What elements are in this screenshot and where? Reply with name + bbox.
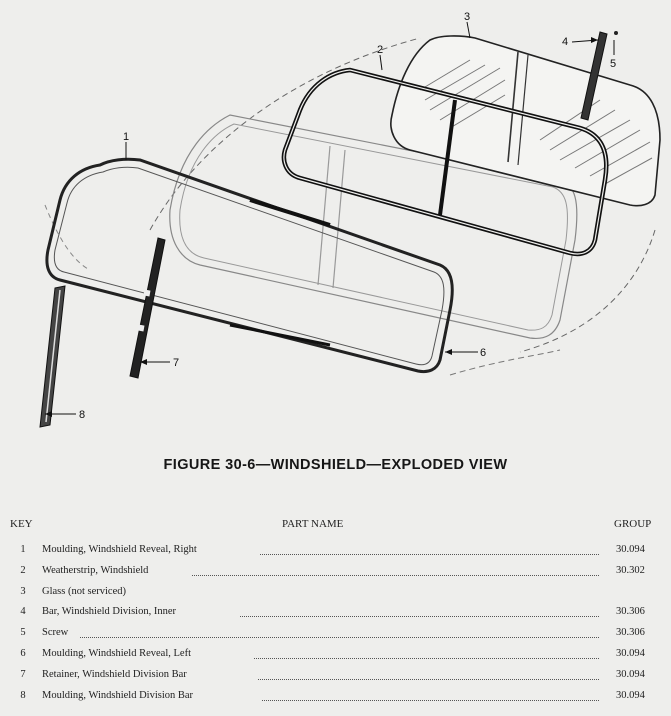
table-row — [0, 690, 671, 706]
row-key: 3 — [20, 586, 26, 597]
dot-leader — [192, 575, 599, 576]
dot-leader — [80, 637, 599, 638]
table-row — [0, 544, 671, 560]
dot-leader — [260, 554, 599, 555]
row-part-name: Moulding, Windshield Reveal, Right — [42, 544, 197, 555]
dot-leader — [262, 700, 599, 701]
dot-leader — [258, 679, 599, 680]
header-key: KEY — [10, 518, 33, 530]
row-key: 6 — [20, 648, 26, 659]
screw — [614, 31, 618, 35]
row-key: 4 — [20, 606, 26, 617]
table-row — [0, 627, 671, 643]
dot-leader — [240, 616, 599, 617]
row-key: 2 — [20, 565, 26, 576]
row-part-name: Retainer, Windshield Division Bar — [42, 669, 187, 680]
row-key: 8 — [20, 690, 26, 701]
callout-8: 8 — [79, 409, 86, 421]
table-row — [0, 586, 671, 602]
callout-3: 3 — [464, 11, 471, 23]
reveal-moulding — [47, 159, 452, 371]
row-part-name: Moulding, Windshield Reveal, Left — [42, 648, 191, 659]
body-outline-right — [520, 230, 655, 352]
row-group: 30.094 — [616, 544, 645, 555]
callout-1: 1 — [123, 131, 130, 143]
callout-4: 4 — [562, 36, 569, 48]
row-key: 1 — [20, 544, 26, 555]
callout-7: 7 — [173, 357, 180, 369]
table-row — [0, 669, 671, 685]
dot-leader — [254, 658, 599, 659]
figure-caption: FIGURE 30-6—WINDSHIELD—EXPLODED VIEW — [163, 457, 508, 473]
table-row — [0, 565, 671, 581]
callout-2: 2 — [377, 44, 384, 56]
header-group: GROUP — [614, 518, 652, 530]
row-part-name: Glass (not serviced) — [42, 586, 126, 597]
glass-outline — [391, 36, 660, 206]
row-part-name: Moulding, Windshield Division Bar — [42, 690, 194, 701]
row-group: 30.094 — [616, 669, 645, 680]
table-row — [0, 606, 671, 622]
callout-6: 6 — [480, 347, 487, 359]
row-key: 5 — [20, 627, 26, 638]
row-group: 30.094 — [616, 690, 645, 701]
row-part-name: Bar, Windshield Division, Inner — [42, 606, 176, 617]
row-group: 30.306 — [616, 606, 645, 617]
header-part-name: PART NAME — [282, 518, 344, 530]
division-retainer — [130, 238, 165, 378]
body-outline-bottom — [450, 350, 560, 375]
row-group: 30.094 — [616, 648, 645, 659]
row-part-name: Screw — [42, 627, 69, 638]
parts-table-header — [0, 518, 671, 534]
row-key: 7 — [20, 669, 26, 680]
row-group: 30.302 — [616, 565, 645, 576]
table-row — [0, 648, 671, 664]
callout-5: 5 — [610, 58, 617, 70]
row-part-name: Weatherstrip, Windshield — [42, 565, 149, 576]
row-group: 30.306 — [616, 627, 645, 638]
